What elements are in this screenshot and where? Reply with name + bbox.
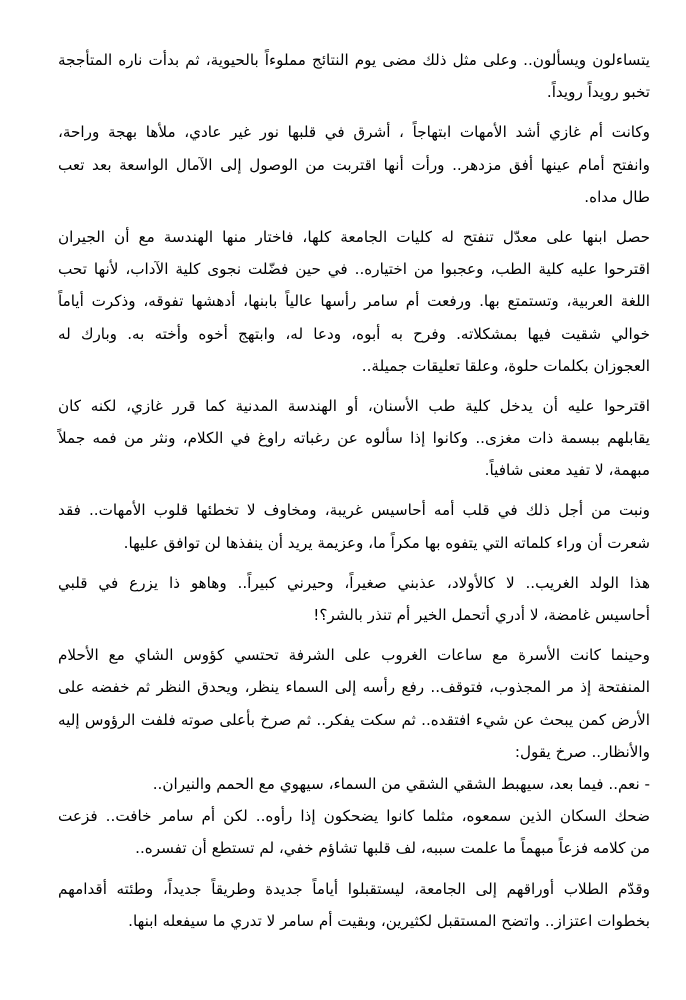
text-line: المنفتحة إذ مر المجذوب، فتوقف.. رفع رأسه إلى السماء ينظر، ويحدق النظر ثم خفضه على [58,678,650,697]
text-line: طال مداه. [584,187,650,206]
text-line: هذا الولد الغريب.. لا كالأولاد، عذبني صغيراً، وحيرني كبيراً.. وهاهو ذا يزرع في قلبي [58,573,650,592]
text-line: تخبو رويداً رويداً. [546,83,650,102]
text-line: من كلامه فزعاً مبهماً ما علمت سببه، لف قلبها تشاؤم خفي، لم تستطع أن تفسره.. [135,839,650,858]
document-page [58,44,650,937]
dialogue-line: - نعم.. فيما بعد، سيهبط الشقي الشقي من السماء، سيهوي مع الحمم والنيران.. [152,774,650,793]
text-line: وكانت أم غازي أشد الأمهات ابتهاجاً ، أشرق في قلبها نور غير عادي، ملأها بهجة وراحة، [58,123,650,142]
paragraph [58,567,650,631]
text-line: حصل ابنها على معدّل تنفتح له كليات الجامعة كلها، فاختار منها الهندسة مع أن الجيران [58,227,650,246]
paragraph [58,221,650,382]
dialogue-paragraph [58,768,650,800]
text-line: وحينما كانت الأسرة مع ساعات الغروب على الشرفة تحتسي كؤوس الشاي مع الأحلام [58,646,650,665]
text-line: والأنظار.. صرخ يقول: [514,742,650,761]
text-line: اللغة العربية، وتستمتع بها. ورفعت أم سامر رأسها عالياً بابنها، أدهشها تفوقه، وذكرت أياماً [58,292,650,311]
paragraph [58,800,650,864]
text-line: بخطوات اعتزاز.. واتضح المستقبل لكثيرين، وبقيت أم سامر لا تدري ما سيفعله ابنها. [128,911,650,930]
text-line: أحاسيس غامضة، لا أدري أتحمل الخير أم تنذر بالشر؟! [313,606,650,624]
paragraph [58,390,650,487]
text-line: وقدّم الطلاب أوراقهم إلى الجامعة، ليستقبلوا أياماً جديدة وطريقاً جديداً، وطئته أقدامهم [58,879,650,898]
paragraph [58,44,650,108]
text-line: الأرض كمن يبحث عن شيء افتقده.. ثم سكت يفكر.. ثم صرخ بأعلى صوته فلفت الرؤوس إليه [58,710,650,729]
text-line: يقابلهم ببسمة ذات مغزى.. وكانوا إذا سألوه عن رغباته راوغ في الكلام، ونثر من فمه جملاً [58,429,650,448]
text-line: اقترحوا عليه كلية الطب، وعجبوا من اختياره.. في حين فضّلت نجوى كلية الآداب، لأنها تحب [58,260,650,279]
text-line: اقترحوا عليه أن يدخل كلية طب الأسنان، أو الهندسة المدنية كما قرر غازي، لكنه كان [58,396,650,415]
text-line: شعرت أن وراء كلماته التي يتفوه بها مكراً ما، وعزيمة يريد أن ينفذها لن توافق عليها. [123,533,650,552]
text-line: ضحك السكان الذين سمعوه، مثلما كانوا يضحكون إذا رأوه.. لكن أم سامر خافت.. فزعت [58,807,650,826]
text-line: خوالي شقيت فيها بمشكلاته. وفرح به أبوه، ودعا له، وابتهج أخوه وأخته به. وبارك له [58,324,650,343]
paragraph [58,639,650,768]
text-line: العجوزان بكلمات حلوة، وعلقا تعليقات جميلة.. [361,356,650,375]
paragraph [58,494,650,558]
paragraph [58,116,650,213]
text-line: يتساءلون ويسألون.. وعلى مثل ذلك مضى يوم النتائج مملوءاً بالحيوية، ثم بدأت ناره المتأججة [58,51,650,69]
text-line: ونبت من أجل ذلك في قلب أمه أحاسيس غريبة، ومخاوف لا تخطئها قلوب الأمهات.. فقد [58,501,650,520]
text-line: مبهمة، لا تفيد معنى شافياً. [484,461,650,480]
text-line: وانفتح أمام عينها أفق مزدهر.. ورأت أنها اقتربت من الوصول إلى الآمال الواسعة بعد تعب [58,155,650,174]
paragraph [58,873,650,937]
